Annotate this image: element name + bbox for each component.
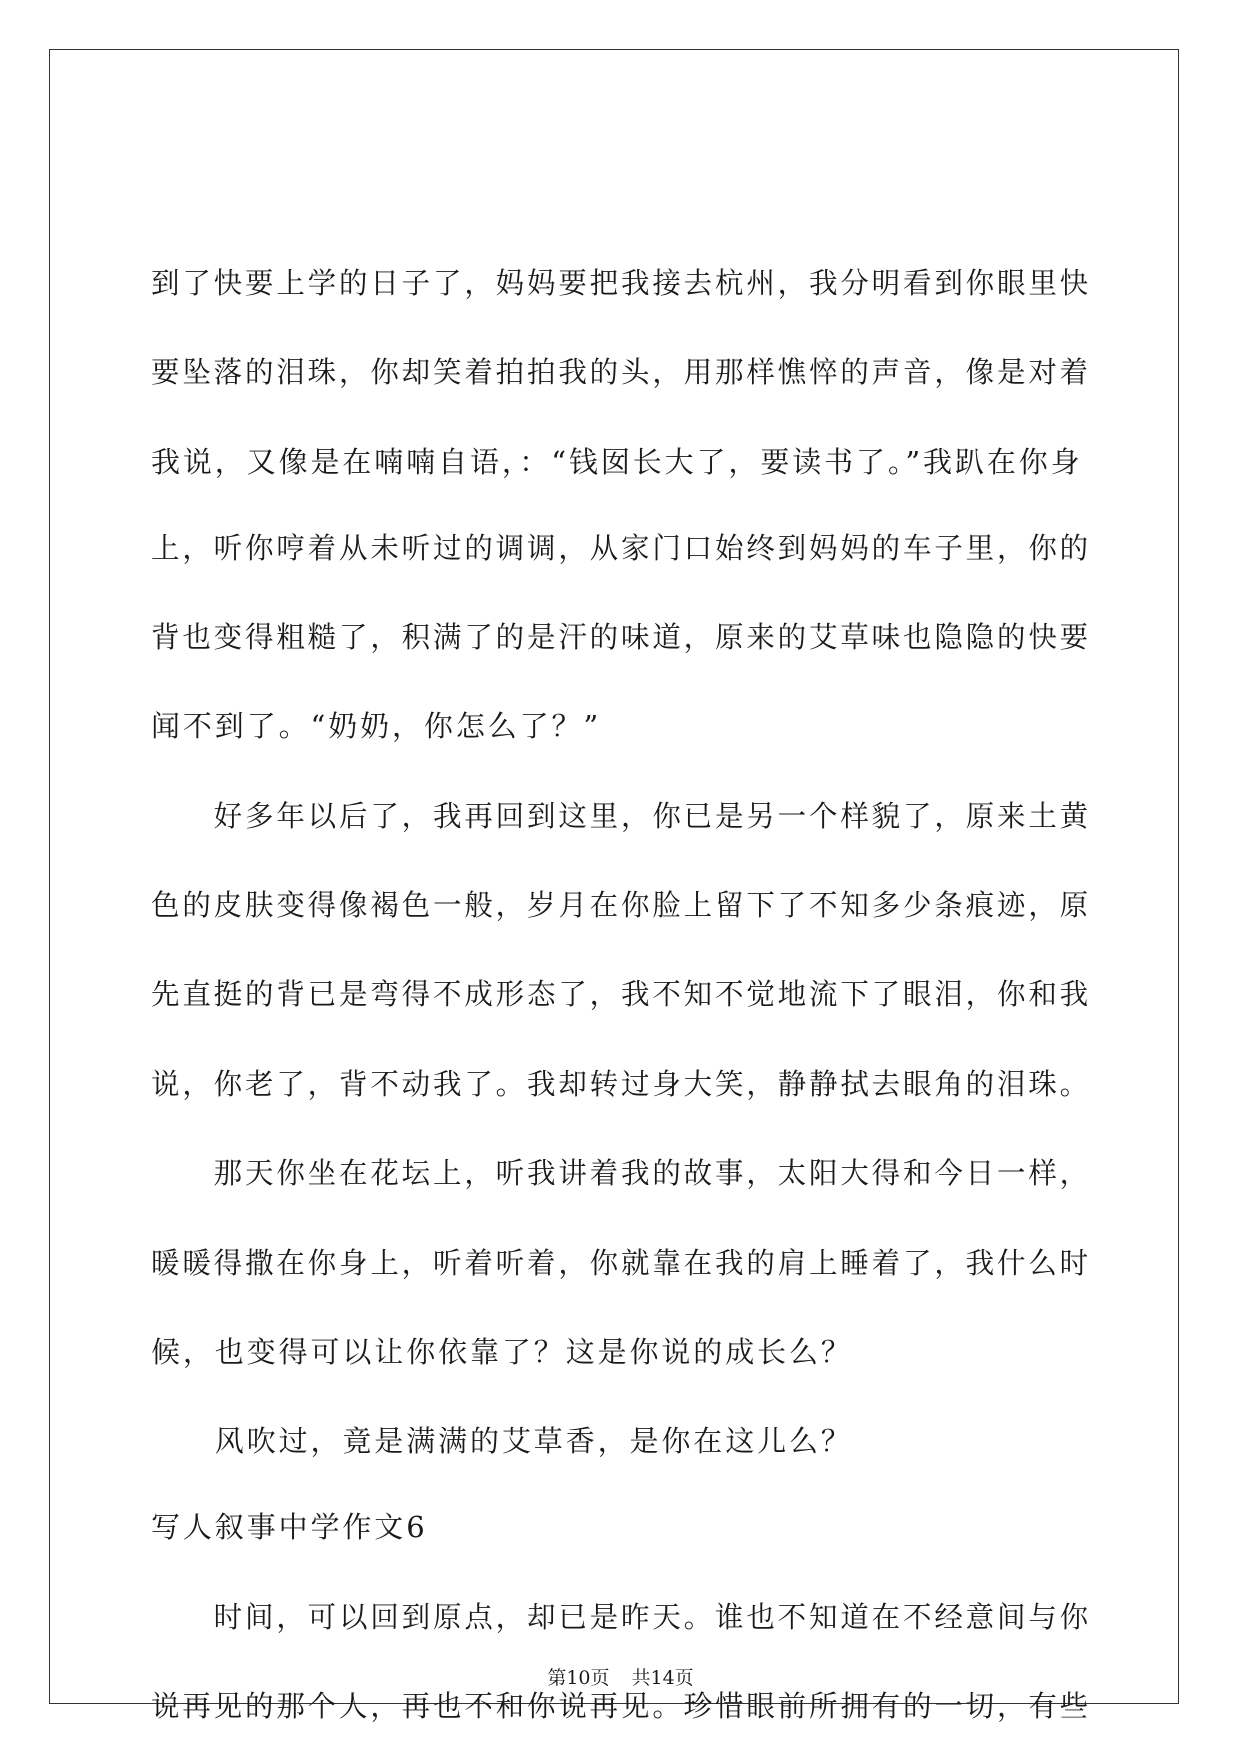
text-line: 我说，又像是在喃喃自语，：“钱囡长大了，要读书了。”我趴在你身 (151, 445, 1083, 479)
section-heading: 写人叙事中学作文6 (151, 1510, 428, 1544)
text-line: 候，也变得可以让你依靠了？这是你说的成长么？ (151, 1335, 853, 1369)
text-line: 好多年以后了，我再回到这里，你已是另一个样貌了，原来土黄 (151, 799, 1092, 833)
text-line: 上，听你哼着从未听过的调调，从家门口始终到妈妈的车子里，你的 (151, 531, 1092, 565)
text-line: 说再见的那个人，再也不和你说再见。珍惜眼前所拥有的一切，有些 (151, 1689, 1092, 1723)
text-line: 说，你老了，背不动我了。我却转过身大笑，静静拭去眼角的泪珠。 (151, 1067, 1092, 1101)
text-line: 到了快要上学的日子了，妈妈要把我接去杭州，我分明看到你眼里快 (151, 266, 1092, 300)
text-line: 风吹过，竟是满满的艾草香，是你在这儿么？ (151, 1424, 853, 1458)
text-line: 那天你坐在花坛上，听我讲着我的故事，太阳大得和今日一样， (151, 1156, 1092, 1190)
text-line: 闻不到了。“奶奶，你怎么了？” (151, 709, 602, 743)
page-footer (0, 1666, 1241, 1690)
text-line: 时间，可以回到原点，却已是昨天。谁也不知道在不经意间与你 (151, 1600, 1092, 1634)
text-line: 先直挺的背已是弯得不成形态了，我不知不觉地流下了眼泪，你和我 (151, 977, 1092, 1011)
page-total: 共14页 (631, 1667, 694, 1689)
text-line: 暖暖得撒在你身上，听着听着，你就靠在我的肩上睡着了，我什么时 (151, 1246, 1092, 1280)
text-line: 色的皮肤变得像褐色一般，岁月在你脸上留下了不知多少条痕迹，原 (151, 888, 1092, 922)
text-line: 要坠落的泪珠，你却笑着拍拍我的头，用那样憔悴的声音，像是对着 (151, 355, 1092, 389)
text-line: 背也变得粗糙了，积满了的是汗的味道，原来的艾草味也隐隐的快要 (151, 620, 1092, 654)
page-number: 第10页 (547, 1667, 610, 1689)
